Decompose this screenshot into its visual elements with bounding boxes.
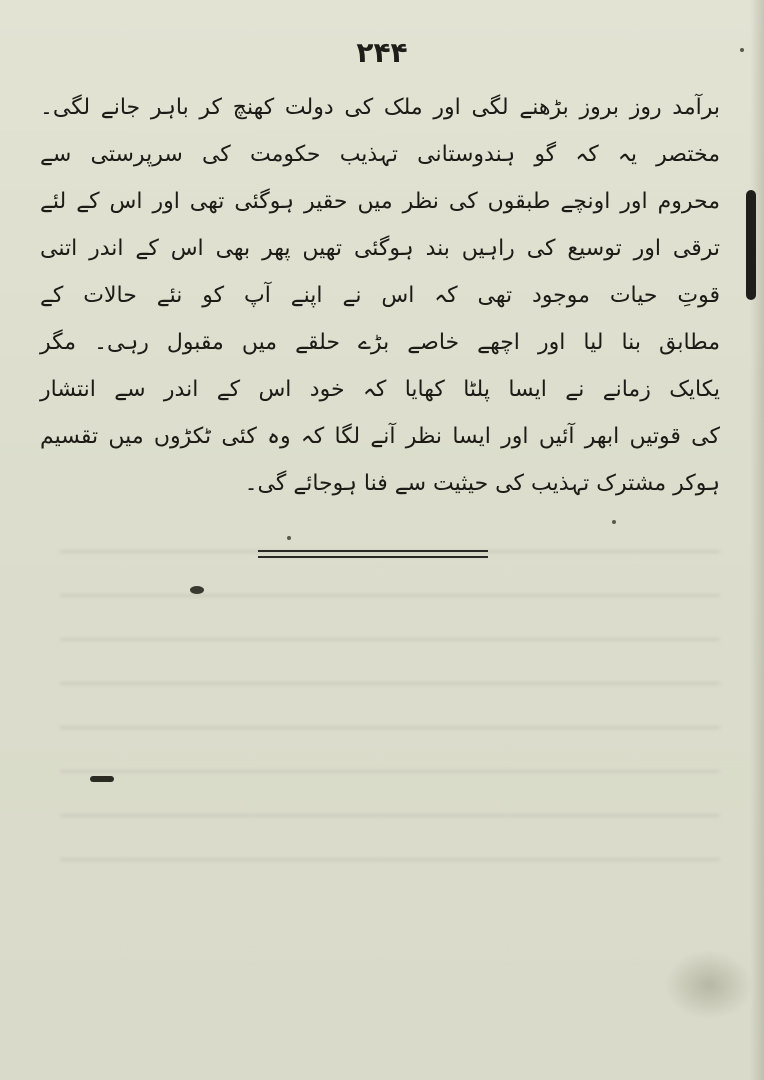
text-line: قوتِ حیات موجود تھی کہ اس نے اپنے آپ کو نئے حالات کے — [40, 283, 720, 308]
page-number: ۲۴۴ — [356, 36, 408, 69]
bleed-through-text — [60, 520, 720, 900]
binding-mark — [746, 190, 756, 300]
text-line: مطابق بنا لیا اور اچھے خاصے بڑے حلقے میں مقبول رہی۔ مگر — [40, 330, 720, 355]
text-line: کی قوتیں ابھر آئیں اور ایسا نظر آنے لگا کہ وہ کئی ٹکڑوں میں تقسیم — [40, 424, 720, 449]
ink-speck — [612, 520, 616, 524]
ink-speck — [287, 536, 291, 540]
text-line: محروم اور اونچے طبقوں کی نظر میں حقیر ہوگئی تھی اور اس کے لئے — [40, 189, 720, 214]
text-line: مختصر یہ کہ گو ہندوستانی تہذیب حکومت کی سرپرستی سے — [40, 142, 720, 167]
text-line: یکایک زمانے نے ایسا پلٹا کھایا کہ خود اس کے اندر سے انتشار — [40, 377, 720, 402]
body-text — [40, 84, 720, 507]
ink-blot — [190, 586, 204, 594]
section-end-rule — [258, 550, 488, 558]
ink-blot — [90, 776, 114, 782]
text-line: برآمد روز بروز بڑھنے لگی اور ملک کی دولت کھنچ کر باہر جانے لگی۔ — [40, 95, 720, 120]
text-line: ترقی اور توسیع کی راہیں بند ہوگئی تھیں پھر بھی اس کے اندر اتنی — [40, 236, 720, 261]
paper-stain — [664, 950, 754, 1020]
page-edge-shadow — [750, 0, 764, 1080]
text-line: ہوکر مشترک تہذیب کی حیثیت سے فنا ہوجائے گی۔ — [244, 471, 720, 496]
